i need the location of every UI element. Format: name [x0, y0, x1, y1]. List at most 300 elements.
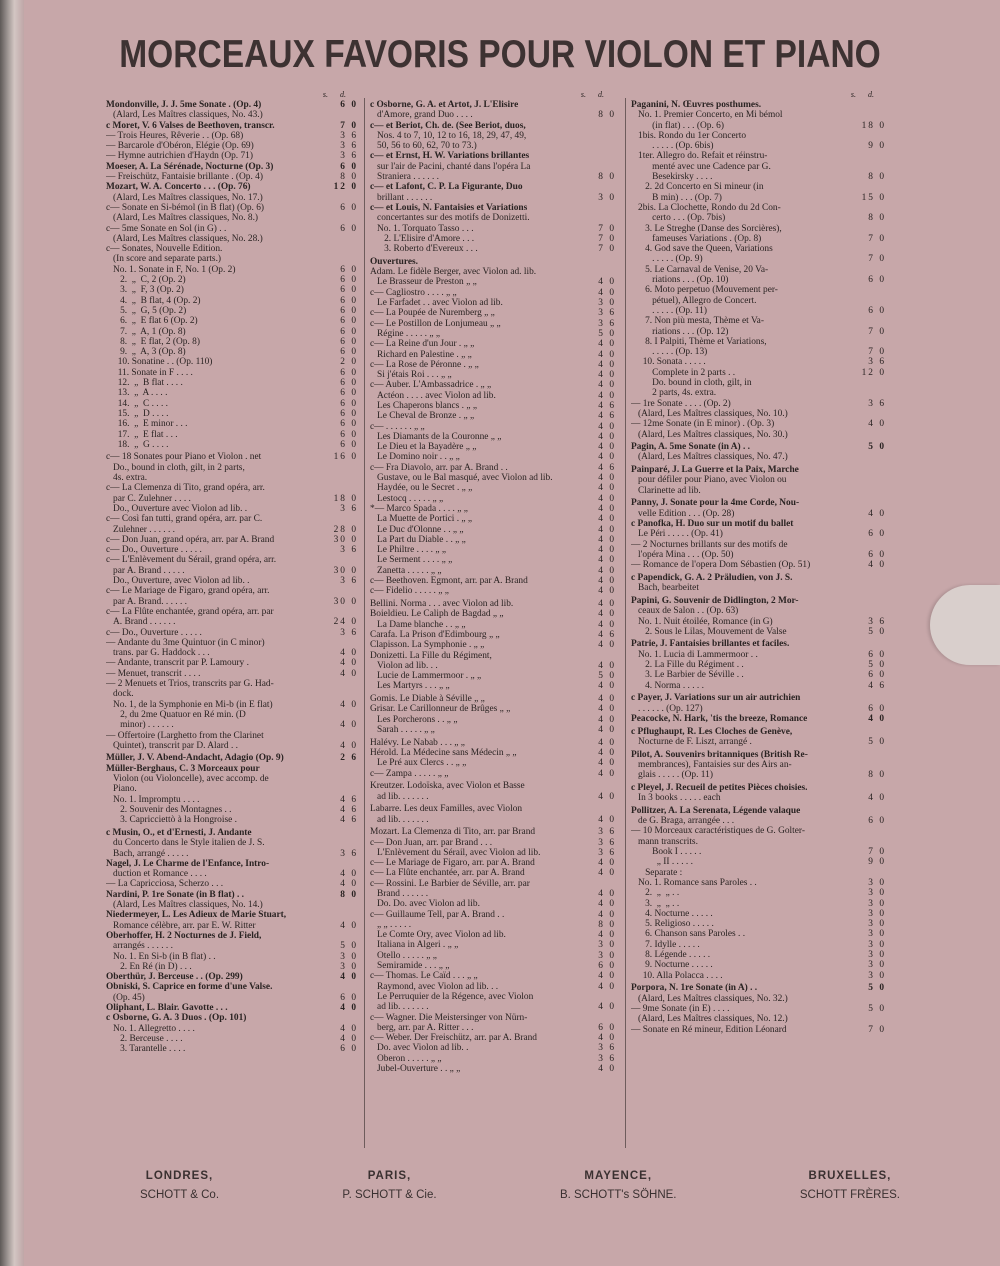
- catalogue-entry: [631, 368, 886, 378]
- catalogue-entry: [631, 193, 886, 203]
- entry-price: 2 0: [340, 357, 358, 368]
- page-title: MORCEAUX FAVORIS POUR VIOLON ET PIANO: [119, 33, 881, 76]
- catalogue-entry: [370, 858, 616, 868]
- catalogue-entry: [106, 100, 358, 110]
- entry-title: c— La Flûte enchantée, arr. par A. Brand: [370, 868, 525, 879]
- catalogue-entry: [631, 857, 886, 867]
- entry-price: 18 0: [861, 120, 886, 131]
- entry-title: Piano.: [106, 784, 137, 795]
- catalogue-entry: [631, 509, 886, 519]
- catalogue-entry: [106, 555, 358, 565]
- catalogue-entry: [370, 483, 616, 493]
- catalogue-entry: [370, 651, 616, 661]
- entry-title: 17. „ E flat . . .: [106, 429, 178, 440]
- entry-title: concertantes sur des motifs de Donizetti.: [370, 213, 530, 224]
- catalogue-entry: [106, 628, 358, 638]
- entry-title: — Freischütz, Fantaisie brillante . (Op. 4): [106, 172, 263, 183]
- entry-price: 3 6: [340, 848, 358, 859]
- catalogue-entry: [106, 296, 358, 306]
- catalogue-entry: [370, 940, 616, 950]
- catalogue-entry: [631, 550, 886, 560]
- catalogue-entry: [106, 234, 358, 244]
- entry-price: 5 0: [868, 626, 886, 637]
- entry-title: c— Beethoven. Egmont, arr. par A. Brand: [370, 576, 528, 587]
- entry-title: 2. Sous le Lilas, Mouvement de Valse: [631, 626, 787, 637]
- entry-price: 6 0: [340, 316, 358, 327]
- entry-price: 4 0: [340, 879, 358, 890]
- catalogue-entry: [370, 951, 616, 961]
- entry-title: Gustave, ou le Bal masqué, avec Violon ad lib.: [370, 473, 553, 484]
- entry-price: 6 0: [340, 275, 358, 286]
- entry-title: ad lib. . . . . . .: [370, 1002, 429, 1013]
- catalogue-entry: [631, 378, 886, 388]
- entry-price: 4 0: [598, 660, 616, 671]
- entry-price: 5 0: [868, 442, 886, 453]
- entry-title: 2. „ C, 2 (Op. 2): [106, 275, 186, 286]
- entry-title: 2. L'Elisire d'Amore . . .: [370, 233, 475, 244]
- entry-title: Richard en Palestine . „ „: [370, 349, 472, 360]
- entry-price: 4 0: [598, 930, 616, 941]
- entry-price: 4 0: [598, 586, 616, 597]
- publisher-city: LONDRES,: [145, 1170, 214, 1182]
- catalogue-entry: [631, 254, 886, 264]
- entry-title: sur l'air de Pacini, chanté dans l'opéra La: [370, 161, 531, 172]
- entry-price: 4 0: [598, 724, 616, 735]
- catalogue-entry: [631, 498, 886, 508]
- entry-title: 10. Alla Polacca . . . .: [631, 970, 723, 981]
- catalogue-entry: [106, 869, 358, 879]
- entry-title: 2. Souvenir des Montagnes . .: [106, 804, 232, 815]
- entry-title: Pilot, A. Souvenirs britanniques (British Re-: [631, 749, 808, 760]
- entry-price: 4 0: [598, 524, 616, 535]
- catalogue-entry: [106, 463, 358, 473]
- entry-price: 6 0: [340, 264, 358, 275]
- entry-price: 4 0: [598, 704, 616, 715]
- entry-title: (Alard, Les Maîtres classiques, No. 14.): [106, 900, 263, 911]
- catalogue-entry: [370, 620, 616, 630]
- entry-title: . . . . . (Op. 11): [631, 305, 707, 316]
- entry-title: (Op. 45): [106, 992, 145, 1003]
- catalogue-entry: [106, 731, 358, 741]
- entry-price: 4 0: [598, 287, 616, 298]
- entry-title: La Dame blanche . . „ „: [370, 619, 466, 630]
- catalogue-entry: [631, 899, 886, 909]
- catalogue-entry: [631, 100, 886, 110]
- entry-title: — 2 Nocturnes brillants sur des motifs de: [631, 539, 788, 550]
- catalogue-entry: [631, 357, 886, 367]
- entry-title: Do. avec Violon ad lib. .: [370, 1043, 469, 1054]
- currency-header: s. d.: [322, 90, 346, 99]
- catalogue-entry: [370, 758, 616, 768]
- entry-title: Halévy. Le Nabab . . . „ „: [370, 737, 465, 748]
- publisher-mainz: [560, 1167, 677, 1215]
- entry-title: Violon (ou Violoncelle), avec accomp. de: [106, 774, 269, 785]
- entry-title: — 2 Menuets et Trios, transcrits par G. Had-: [106, 679, 274, 690]
- entry-title: c— Wagner. Die Meistersinger von Nürn-: [370, 1012, 528, 1023]
- entry-price: 3 6: [868, 357, 886, 368]
- entry-title: Obniski, S. Caprice en forme d'une Valse.: [106, 982, 273, 993]
- entry-title: c— L'Enlèvement du Sérail, grand opéra, arr.: [106, 555, 277, 566]
- catalogue-entry: [631, 983, 886, 993]
- publisher-name: SCHOTT FRÈRES.: [799, 1189, 900, 1201]
- entry-title: La Muette de Portici . „ „: [370, 514, 473, 525]
- entry-price: 5 0: [868, 983, 886, 994]
- entry-title: Le Péri . . . . . (Op. 41): [631, 529, 723, 540]
- catalogue-entry: [631, 737, 886, 747]
- catalogue-entry: [106, 566, 358, 576]
- catalogue-entry: [370, 848, 616, 858]
- catalogue-entry: [631, 141, 886, 151]
- entry-title: Do., Ouverture avec Violon ad lib. .: [106, 503, 248, 514]
- catalogue-entry: [106, 399, 358, 409]
- catalogue-entry: [631, 275, 886, 285]
- entry-title: 8. „ E flat, 2 (Op. 8): [106, 336, 200, 347]
- catalogue-entry: [106, 1013, 358, 1023]
- entry-price: 4 0: [598, 1064, 616, 1075]
- entry-title: (Alard, Les Maîtres classiques, No. 43.): [106, 110, 263, 121]
- entry-price: 6 0: [868, 703, 886, 714]
- entry-title: (Alard, Les Maîtres classiques, No. 30.): [631, 429, 788, 440]
- catalogue-entry: [370, 391, 616, 401]
- catalogue-entry: [370, 463, 616, 473]
- entry-price: 4 0: [340, 648, 358, 659]
- entry-title: (Alard, Les Maîtres classiques, No. 17.): [106, 192, 263, 203]
- entry-title: 2. La Fille du Régiment . .: [631, 660, 744, 671]
- catalogue-entry: [370, 815, 616, 825]
- entry-title: Separate :: [631, 867, 683, 878]
- catalogue-entry: [106, 952, 358, 962]
- entry-title: (Alard, Les Maîtres classiques, No. 32.): [631, 993, 788, 1004]
- catalogue-entry: [106, 890, 358, 900]
- entry-title: riations . . . (Op. 10): [631, 275, 729, 286]
- entry-title: Le Cheval de Bronze . „ „: [370, 411, 475, 422]
- entry-price: 12 0: [861, 367, 886, 378]
- catalogue-entry: [631, 244, 886, 254]
- entry-title: c— Weber. Der Freischütz, arr. par A. Brand: [370, 1033, 537, 1044]
- catalogue-entry: [106, 931, 358, 941]
- catalogue-entry: [631, 847, 886, 857]
- entry-title: Le Perruquier de la Régence, avec Violon: [370, 991, 534, 1002]
- entry-price: 4 0: [598, 493, 616, 504]
- entry-price: 3 6: [598, 1053, 616, 1064]
- catalogue-entry: [370, 535, 616, 545]
- catalogue-entry: [631, 347, 886, 357]
- catalogue-entry: [631, 285, 886, 295]
- entry-title: Haydée, ou le Secret . „ „: [370, 483, 473, 494]
- entry-title: La Part du Diable . . „ „: [370, 534, 466, 545]
- catalogue-entry: [370, 360, 616, 370]
- catalogue-entry: [370, 694, 616, 704]
- entry-title: No. 1. Nuit étoilée, Romance (in G): [631, 616, 773, 627]
- catalogue-entry: [631, 750, 886, 760]
- page-tab: [930, 585, 1000, 665]
- entry-price: 4 0: [340, 740, 358, 751]
- entry-price: 6 0: [340, 378, 358, 389]
- entry-title: Papini, G. Souvenir de Didlington, 2 Mor-: [631, 595, 799, 606]
- entry-title: Romance célèbre, arr. par E. W. Ritter: [106, 920, 256, 931]
- entry-title: Boieldieu. Le Caliph de Bagdad „ „: [370, 609, 504, 620]
- publisher-city: PARIS,: [367, 1170, 412, 1182]
- entry-title: brillant . . . . . .: [370, 192, 433, 203]
- catalogue-entry: [106, 741, 358, 751]
- entry-title: Grisar. Le Carillonneur de Brûges „ „: [370, 704, 511, 715]
- entry-title: c Payer, J. Variations sur un air autrichien: [631, 693, 801, 704]
- entry-price: 3 6: [340, 576, 358, 587]
- catalogue-entry: [631, 826, 886, 836]
- catalogue-entry: [631, 265, 886, 275]
- entry-title: c— et Ernst, H. W. Variations brillantes: [370, 151, 530, 162]
- entry-price: 4 0: [598, 359, 616, 370]
- catalogue-entry: [106, 473, 358, 483]
- entry-title: Semiramide . . . „ „: [370, 961, 450, 972]
- entry-price: 6 0: [340, 336, 358, 347]
- entry-price: 7 0: [598, 223, 616, 234]
- entry-title: c Pflughaupt, R. Les Cloches de Genève,: [631, 726, 793, 737]
- catalogue-entry: [370, 110, 616, 120]
- entry-title: — 12me Sonate (in E minor) . (Op. 3): [631, 419, 775, 430]
- entry-title: de G. Braga, arrangée . . .: [631, 816, 735, 827]
- entry-title: (Alard, Les Maîtres classiques, No. 12.): [631, 1014, 788, 1025]
- entry-title: Clapisson. La Symphonie . „ „: [370, 640, 485, 651]
- entry-price: 6 0: [340, 223, 358, 234]
- entry-title: — Romance de l'opera Dom Sébastien (Op. 51): [631, 560, 811, 571]
- entry-price: 6 0: [340, 285, 358, 296]
- entry-title: l'opéra Mina . . . (Op. 50): [631, 549, 734, 560]
- catalogue-entry: [631, 337, 886, 347]
- catalogue-entry: [106, 440, 358, 450]
- entry-title: c Osborne, G. A. 3 Duos . (Op. 101): [106, 1013, 247, 1024]
- catalogue-entry: [370, 100, 616, 110]
- entry-price: 3 6: [868, 616, 886, 627]
- catalogue-entry: [631, 162, 886, 172]
- catalogue-entry: [370, 380, 616, 390]
- catalogue-entry: [370, 504, 616, 514]
- catalogue-entry: [631, 816, 886, 826]
- entry-title: c Pleyel, J. Recueil de petites Pièces choisies.: [631, 782, 808, 793]
- currency-header: s. d.: [850, 90, 874, 99]
- entry-price: 3 6: [598, 308, 616, 319]
- entry-price: 3 6: [340, 545, 358, 556]
- entry-price: 4 6: [340, 804, 358, 815]
- catalogue-entry: [106, 535, 358, 545]
- entry-title: 2. 2d Concerto en Si mineur (in: [631, 182, 764, 193]
- catalogue-entry: [106, 638, 358, 648]
- entry-price: 6 0: [340, 388, 358, 399]
- catalogue-entry: [631, 442, 886, 452]
- entry-price: 4 0: [598, 452, 616, 463]
- entry-title: Nos. 4 to 7, 10, 12 to 16, 18, 29, 47, 49,: [370, 130, 527, 141]
- catalogue-entry: [631, 617, 886, 627]
- catalogue-entry: [631, 837, 886, 847]
- entry-title: Painparé, J. La Guerre et la Paix, Marche: [631, 465, 799, 476]
- catalogue-entry: [631, 693, 886, 703]
- entry-title: 6. Chanson sans Paroles . .: [631, 929, 746, 940]
- entry-price: 6 0: [340, 429, 358, 440]
- entry-title: Clarinette ad lib.: [631, 485, 701, 496]
- entry-title: Book I . . . . .: [631, 847, 702, 858]
- catalogue-entry: [106, 182, 358, 192]
- entry-title: No. 1. Allegretto . . . .: [106, 1023, 195, 1034]
- catalogue-entry: [106, 357, 358, 367]
- entry-title: 14. „ C . . . .: [106, 398, 168, 409]
- entry-title: 4. Nocturne . . . . .: [631, 908, 713, 919]
- catalogue-entry: [106, 378, 358, 388]
- entry-title: 10. Sonatine . . (Op. 110): [106, 357, 213, 368]
- entry-title: 6. Moto perpetuo (Mouvement per-: [631, 285, 778, 296]
- catalogue-entry: [106, 576, 358, 586]
- entry-title: pétuel), Allegro de Concert.: [631, 295, 757, 306]
- entry-price: 6 0: [340, 398, 358, 409]
- entry-title: Si j'étais Roi . . . „ „: [370, 370, 452, 381]
- entry-price: 4 0: [598, 609, 616, 620]
- entry-title: c Osborne, G. A. et Artot, J. L'Elisire: [370, 100, 519, 110]
- entry-title: fameuses Variations . (Op. 8): [631, 233, 762, 244]
- entry-title: 1ter. Allegro do. Refait et réinstru-: [631, 151, 768, 162]
- entry-price: 6 0: [340, 100, 358, 110]
- entry-price: 5 0: [598, 328, 616, 339]
- entry-title: ad lib. . . . . . .: [370, 791, 429, 802]
- entry-price: 6 0: [340, 419, 358, 430]
- entry-price: 4 0: [598, 431, 616, 442]
- catalogue-entry: [370, 1064, 616, 1074]
- catalogue-entry: [106, 700, 358, 710]
- entry-price: 4 0: [598, 737, 616, 748]
- catalogue-entry: [631, 172, 886, 182]
- entry-price: 3 0: [598, 940, 616, 951]
- entry-title: 7. Idylle . . . . .: [631, 939, 700, 950]
- entry-title: c— Fra Diavolo, arr. par A. Brand . .: [370, 462, 508, 473]
- entry-title: c— Zampa . . . . . „ „: [370, 768, 449, 779]
- entry-title: 8. I Palpiti, Thème et Variations,: [631, 336, 767, 347]
- entry-title: c— Don Juan, grand opéra, arr. par A. Brand: [106, 534, 275, 545]
- catalogue-entry: [631, 182, 886, 192]
- entry-title: 9. „ A, 3 (Op. 8): [106, 347, 186, 358]
- catalogue-entry: [370, 514, 616, 524]
- entry-price: 7 0: [598, 244, 616, 255]
- catalogue-entry: [106, 275, 358, 285]
- entry-title: duction et Romance . . . .: [106, 869, 207, 880]
- catalogue-entry: [106, 828, 358, 838]
- catalogue-entry: [106, 430, 358, 440]
- entry-title: 7. „ A, 1 (Op. 8): [106, 326, 186, 337]
- entry-title: No. 1. Premier Concerto, en Mi bémol: [631, 110, 783, 121]
- entry-title: Do. bound in cloth, gilt, in: [631, 378, 752, 389]
- entry-title: par C. Zulehner . . . .: [106, 493, 191, 504]
- catalogue-entry: [631, 760, 886, 770]
- entry-price: 4 0: [598, 514, 616, 525]
- entry-price: 5 0: [868, 1003, 886, 1014]
- entry-title: 3. Le Streghe (Danse des Sorcières),: [631, 223, 782, 234]
- entry-title: dock.: [106, 689, 134, 700]
- entry-price: 3 6: [598, 847, 616, 858]
- catalogue-entry: [106, 941, 358, 951]
- entry-price: 6 0: [598, 961, 616, 972]
- catalogue-entry: [106, 859, 358, 869]
- entry-title: Oberon . . . . . „ „: [370, 1053, 442, 1064]
- entry-price: 4 0: [598, 889, 616, 899]
- entry-price: 4 0: [598, 971, 616, 982]
- entry-title: 2 parts, 4s. extra.: [631, 388, 717, 399]
- catalogue-entry: [106, 720, 358, 730]
- entry-title: No. 1. Lucia di Lammermoor . .: [631, 649, 758, 660]
- entry-price: 3 6: [598, 827, 616, 838]
- catalogue-entry: [106, 993, 358, 1003]
- entry-title: c— Fidelio . . . . . „ „: [370, 586, 449, 597]
- catalogue-entry: [106, 1024, 358, 1034]
- entry-title: B min) . . . (Op. 7): [631, 192, 722, 203]
- publisher-footer: [140, 1167, 900, 1215]
- entry-title: Complete in 2 parts . .: [631, 367, 736, 378]
- entry-title: Italiana in Algeri . „ „: [370, 940, 459, 951]
- catalogue-entry: [370, 545, 616, 555]
- entry-price: 3 6: [340, 627, 358, 638]
- entry-price: 3 0: [868, 908, 886, 919]
- entry-price: 3 0: [868, 898, 886, 909]
- entry-title: Les Diamants de la Couronne „ „: [370, 431, 502, 442]
- publisher-name: B. SCHOTT's SÖHNE.: [559, 1189, 677, 1201]
- catalogue-entry: [106, 1034, 358, 1044]
- catalogue-entry: [106, 648, 358, 658]
- entry-title: d'Amore, grand Duo . . . .: [370, 110, 473, 121]
- catalogue-entry: [631, 327, 886, 337]
- entry-title: . . . . . (Op. 6bis): [631, 141, 714, 152]
- catalogue-entry: [370, 131, 616, 141]
- entry-price: 4 0: [598, 390, 616, 401]
- catalogue-entry: [106, 306, 358, 316]
- entry-title: riations . . . (Op. 12): [631, 326, 729, 337]
- entry-price: 4 0: [868, 508, 886, 519]
- catalogue-entry: [106, 514, 358, 524]
- entry-title: Müller-Berghaus, C. 3 Morceaux pour: [106, 763, 260, 774]
- entry-title: berg, arr. par A. Ritter . . .: [370, 1022, 474, 1033]
- entry-price: 3 6: [340, 130, 358, 141]
- publisher-brussels: [800, 1167, 900, 1215]
- catalogue-entry: [370, 494, 616, 504]
- entry-price: 7 0: [868, 233, 886, 244]
- catalogue-entry: [370, 319, 616, 329]
- catalogue-entry: [370, 172, 616, 182]
- entry-title: c— Le Postillon de Lonjumeau „ „: [370, 318, 501, 329]
- entry-title: — Sonate en Ré mineur, Edition Léonard: [631, 1024, 787, 1035]
- entry-price: 24 0: [333, 617, 358, 628]
- entry-price: 4 0: [598, 981, 616, 992]
- catalogue-entry: [370, 992, 616, 1002]
- entry-price: 18 0: [333, 493, 358, 504]
- entry-title: Lestocq . . . . . „ „: [370, 493, 444, 504]
- catalogue-entry: [106, 962, 358, 972]
- entry-price: 4 0: [598, 758, 616, 769]
- catalogue-entry: [631, 1025, 886, 1035]
- entry-price: 3 0: [598, 950, 616, 961]
- catalogue-entry: [106, 172, 358, 182]
- catalogue-entry: [106, 710, 358, 720]
- catalogue-entry: [631, 627, 886, 637]
- catalogue-entry: [370, 889, 616, 899]
- catalogue-entry: [370, 661, 616, 671]
- entry-title: — 9me Sonate (in E) . . . .: [631, 1003, 730, 1014]
- entry-title: 12. „ B flat . . . .: [106, 378, 183, 389]
- catalogue-entry: [106, 815, 358, 825]
- catalogue-entry: [631, 465, 886, 475]
- catalogue-entry: [370, 234, 616, 244]
- catalogue-entry: [631, 793, 886, 803]
- entry-title: ad lib. . . . . . .: [370, 814, 429, 825]
- entry-price: 5 0: [868, 660, 886, 671]
- catalogue-entry: [370, 868, 616, 878]
- entry-title: c— Cagliostro . . . . „ „: [370, 287, 457, 298]
- entry-price: 4 0: [598, 768, 616, 779]
- catalogue-entry: [631, 560, 886, 570]
